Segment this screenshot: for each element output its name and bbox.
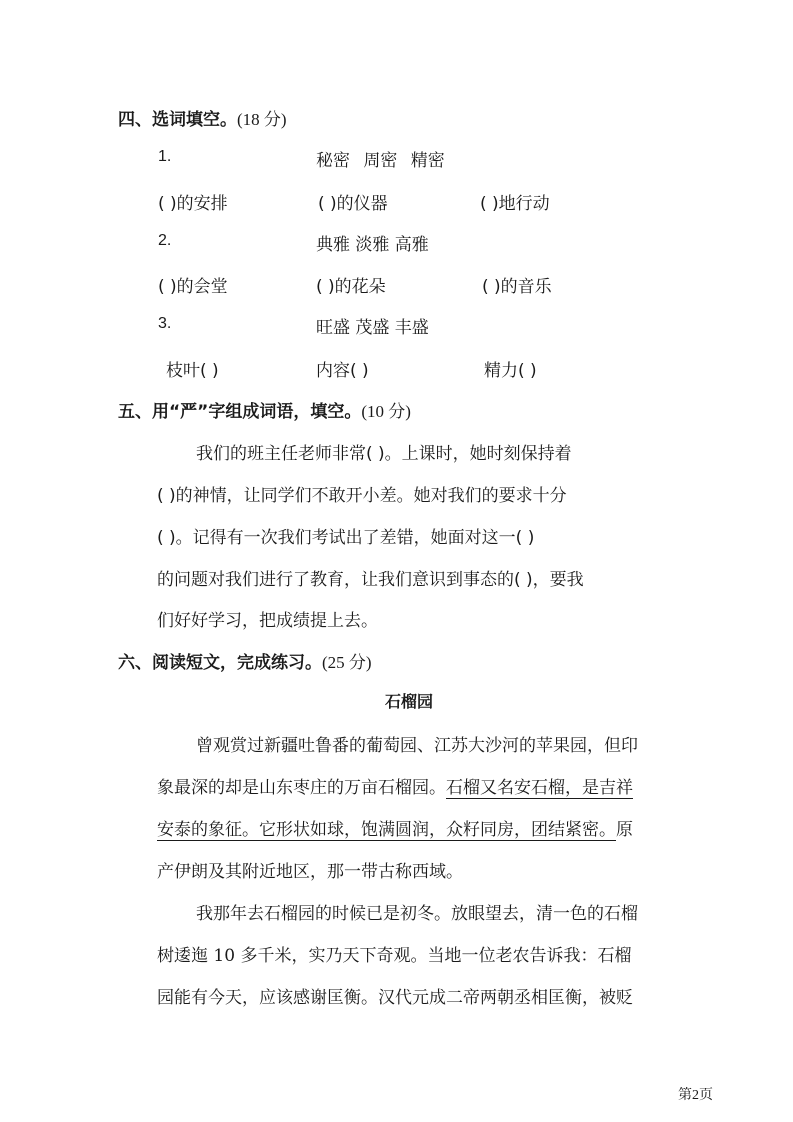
section-4-title: 四、选词填空。 (118, 110, 237, 130)
article-p2-line-3: 园能有今天，应该感谢匡衡。汉代元成二帝两朝丞相匡衡，被贬 (157, 988, 633, 1008)
passage-line-1: 我们的班主任老师非常( )。上课时，她时刻保持着 (196, 444, 572, 464)
article-p1-line-4: 产伊朗及其附近地区，那一带古称西域。 (157, 862, 463, 882)
group-1-blank-1[interactable]: ( )的安排 (158, 194, 228, 214)
section-6-score: (25 分) (322, 653, 372, 672)
section-6-heading (118, 648, 372, 673)
group-2-word-bank: 典雅 淡雅 高雅 (316, 235, 429, 255)
section-4-score: (18 分) (237, 110, 287, 129)
underlined-sentence: 石榴又名安石榴，是吉祥 (446, 778, 633, 798)
passage-line-4: 的问题对我们进行了教育，让我们意识到事态的( )，要我 (157, 570, 584, 590)
group-2-blank-2[interactable]: ( )的花朵 (316, 277, 386, 297)
section-5-heading (118, 397, 411, 422)
passage-line-2: ( )的神情，让同学们不敢开小差。她对我们的要求十分 (157, 486, 567, 506)
group-3-number: 3. (158, 315, 172, 332)
section-5-title: 五、用“严”字组成词语，填空。 (118, 402, 362, 422)
group-1-word-bank: 秘密 周密 精密 (316, 151, 445, 171)
article-text: 象最深的却是山东枣庄的万亩石榴园。 (157, 778, 446, 798)
group-2-number: 2. (158, 232, 172, 249)
group-1-number: 1. (158, 148, 172, 165)
section-5-score: (10 分) (361, 402, 411, 421)
group-2-blank-1[interactable]: ( )的会堂 (158, 277, 228, 297)
article-p1-line-3 (157, 815, 633, 840)
group-3-blank-2[interactable]: 内容( ) (316, 361, 369, 381)
group-1-blank-2[interactable]: ( )的仪器 (318, 194, 388, 214)
section-4-heading (118, 105, 287, 130)
article-p2-line-2: 树逶迤 10 多千米，实乃天下奇观。当地一位老农告诉我：石榴 (157, 946, 632, 966)
underlined-sentence: 安泰的象征。它形状如球，饱满圆润，众籽同房，团结紧密。 (157, 820, 616, 840)
article-p1-line-2 (157, 773, 633, 798)
group-1-blank-3[interactable]: ( )地行动 (480, 194, 550, 214)
section-6-title: 六、阅读短文，完成练习。 (118, 653, 322, 673)
passage-line-5: 们好好学习，把成绩提上去。 (157, 611, 378, 631)
article-text: 原 (616, 820, 633, 840)
article-p2-line-1: 我那年去石榴园的时候已是初冬。放眼望去，清一色的石榴 (196, 904, 638, 924)
article-p1-line-1: 曾观赏过新疆吐鲁番的葡萄园、江苏大沙河的苹果园，但印 (196, 736, 638, 756)
passage-line-3: ( )。记得有一次我们考试出了差错，她面对这一( ) (157, 528, 535, 548)
group-2-blank-3[interactable]: ( )的音乐 (482, 277, 552, 297)
group-3-blank-3[interactable]: 精力( ) (484, 361, 537, 381)
group-3-blank-1[interactable]: 枝叶( ) (166, 361, 219, 381)
group-3-word-bank: 旺盛 茂盛 丰盛 (316, 318, 429, 338)
article-title: 石榴园 (385, 692, 434, 711)
page-number: 第2页 (678, 1088, 713, 1103)
